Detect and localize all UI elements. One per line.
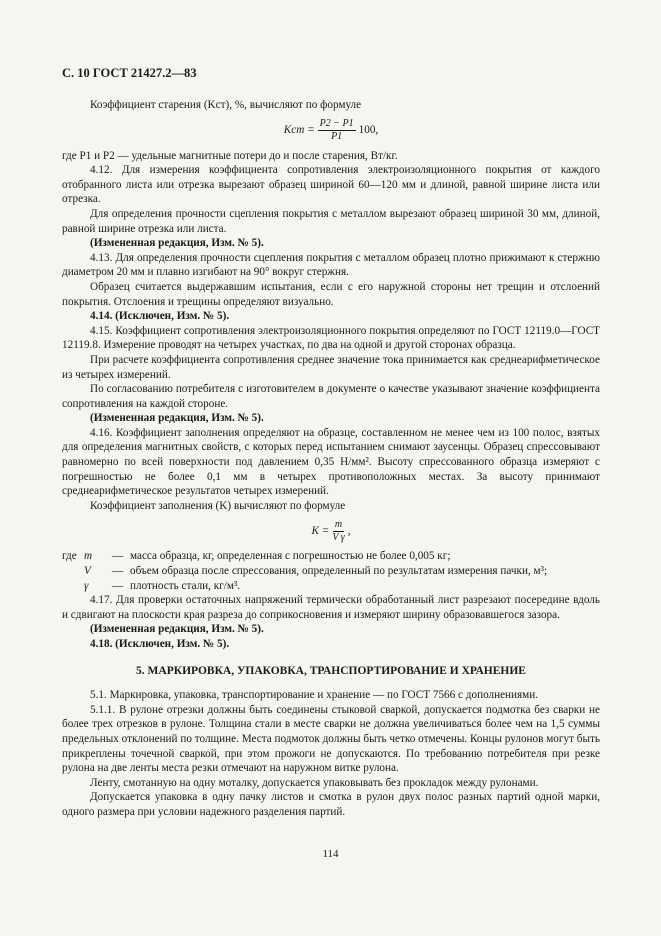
clause-4-14: 4.14. (Исключен, Изм. № 5). bbox=[90, 310, 230, 323]
clause-4-18: 4.18. (Исключен, Изм. № 5). bbox=[90, 638, 230, 650]
fill-formula-lhs: K = bbox=[311, 525, 330, 538]
clause-5-1-1: 5.1.1. В рулоне отрезки должны быть соединены стыковой сваркой, допускается подмотка без сварки не более трех отрезков в рулоне. Толщина стали в месте сварки не должна увеличиваться более чем на 1,5 суммы предельных отклонений по толщине. Места подмоток должны быть четко отмечены. Концы рулонов могут быть прикреплены точечной сваркой, при этом прожоги не допускаются. По требованию потребителя при резке рулона на две ленты места резки отмечают на наружном витке рулона. bbox=[62, 703, 600, 775]
aging-formula bbox=[62, 113, 600, 149]
where-lead bbox=[62, 564, 84, 579]
clause-5-1-1-tape: Ленту, смотанную на одну моталку, допускается упаковывать без прокладок между рулонами. bbox=[90, 776, 539, 789]
fill-where-list bbox=[62, 549, 600, 593]
where-text: плотность стали, кг/м³. bbox=[130, 579, 241, 592]
fill-formula-fraction bbox=[332, 519, 344, 544]
where-symbol: m bbox=[84, 550, 93, 563]
fill-formula-numerator: m bbox=[334, 518, 343, 530]
where-lead bbox=[62, 579, 84, 594]
where-dash: — bbox=[112, 579, 124, 592]
revision-note: (Измененная редакция, Изм. № 5). bbox=[90, 412, 264, 425]
clause-4-13-criteria: Образец считается выдержавшим испытания, если с его наружной стороны нет трещин и отслоений покрытия. Отслоения и трещины определяют визуально. bbox=[62, 280, 600, 308]
aging-formula-lhs: Kст = bbox=[283, 124, 315, 137]
where-lead: где bbox=[62, 550, 77, 563]
where-dash: — bbox=[112, 550, 124, 563]
aging-formula-fraction bbox=[318, 118, 356, 143]
where-symbol: V bbox=[84, 565, 91, 578]
aging-formula-numerator: P2 − P1 bbox=[319, 118, 354, 130]
aging-intro: Коэффициент старения (Kст), %, вычисляют по формуле bbox=[90, 99, 362, 111]
where-text: объем образца после спрессования, определенный по результатам измерения пачки, м³; bbox=[130, 565, 548, 578]
where-symbol: γ bbox=[84, 579, 89, 592]
fill-formula-denominator: V γ bbox=[332, 531, 345, 543]
page-body bbox=[62, 98, 600, 820]
where-line bbox=[62, 564, 600, 579]
aging-formula-tail: 100, bbox=[358, 124, 379, 137]
where-line bbox=[62, 579, 600, 594]
page-number: 114 bbox=[322, 848, 339, 860]
clause-4-17: 4.17. Для проверки остаточных напряжений термически обработанный лист разрезают посередине вдоль и сдвигают на плоскости края разреза до соприкосновения и измеряют ширину образовавшегося зазора. bbox=[62, 594, 600, 621]
clause-4-16: 4.16. Коэффициент заполнения определяют на образце, составленном не менее чем из 100 полос, взятых для определения магнитных свойств, с которых перед испытанием снимают заусенцы. Образец спрессовывают равномерно по всей поверхности под давлением 0,35 Н/мм². Высоту спрессованного образца измеряют с погрешностью не более 0,1 мм в четырех противоположных местах. За высоту принимают среднеарифметическое результатов четырех измерений. bbox=[62, 426, 600, 498]
clause-4-12: 4.12. Для измерения коэффициента сопротивления электроизоляционного покрытия от каждого отобранного листа или отрезка вырезают образец шириной 60—120 мм и длиной, равной ширине листа или отрезка. bbox=[62, 164, 600, 206]
adhesion-sample-text: Для определения прочности сцепления покрытия с металлом вырезают образец шириной 30 мм, длиной, равной ширине отрезка или листа. bbox=[62, 207, 600, 235]
where-line bbox=[62, 549, 600, 564]
clause-4-13: 4.13. Для определения прочности сцепления покрытия с металлом образец плотно прижимают к стержню диаметром 20 мм и плавно изгибают на 90° вокруг стержня. bbox=[62, 251, 600, 279]
fill-intro: Коэффициент заполнения (K) вычисляют по формуле bbox=[90, 499, 346, 512]
fill-formula-tail: , bbox=[347, 525, 351, 538]
fill-formula bbox=[62, 513, 600, 549]
revision-note: (Измененная редакция, Изм. № 5). bbox=[90, 237, 264, 250]
section-5-title: 5. МАРКИРОВКА, УПАКОВКА, ТРАНСПОРТИРОВАНИЕ И ХРАНЕНИЕ bbox=[136, 664, 526, 677]
clause-4-15-agreement: По согласованию потребителя с изготовителем в документе о качестве указывают значение коэффициента сопротивления на каждой стороне. bbox=[62, 383, 600, 410]
revision-note: (Измененная редакция, Изм. № 5). bbox=[90, 623, 264, 636]
clause-4-15: 4.15. Коэффициент сопротивления электроизоляционного покрытия определяют по ГОСТ 12119.0—ГОСТ 12119.8. Измерение проводят на четырех участках, по два на одной и другой сторонах образца. bbox=[62, 324, 600, 352]
aging-formula-denominator: P1 bbox=[331, 131, 343, 143]
clause-4-15-calc: При расчете коэффициента сопротивления среднее значение тока принимается как среднеарифметическое из четырех измерений. bbox=[62, 353, 600, 381]
where-dash: — bbox=[112, 565, 124, 578]
where-text: масса образца, кг, определенная с погрешностью не более 0,005 кг; bbox=[130, 550, 451, 563]
aging-where: где P1 и P2 — удельные магнитные потери до и после старения, Вт/кг. bbox=[62, 149, 398, 162]
clause-5-1-1-packing: Допускается упаковка в одну пачку листов и смотка в рулон двух полос разных партий одной марки, одного размера при условии надежного разделения партий. bbox=[62, 791, 600, 818]
page-header: С. 10 ГОСТ 21427.2—83 bbox=[62, 66, 197, 80]
clause-5-1: 5.1. Маркировка, упаковка, транспортирование и хранение — по ГОСТ 7566 с дополнениями. bbox=[90, 689, 539, 702]
